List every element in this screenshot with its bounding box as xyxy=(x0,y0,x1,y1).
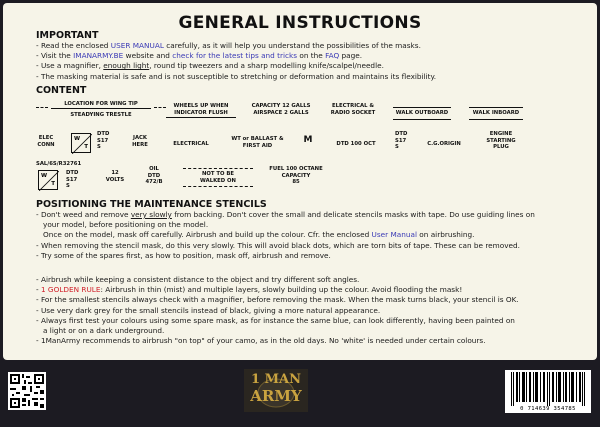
stencil-steadying-trestle: STEADYING TRESTLE xyxy=(70,112,132,118)
airbrush-line-7: - 1ManArmy recommends to airbrush "on top" of your camo, as in the old days. No 'white' is needed under certain colours. xyxy=(36,336,486,346)
stencil-dtd-s17-2: DTD S17 S xyxy=(395,131,408,150)
stencil-fuel-100: FUEL 100 OCTANE CAPACITY 85 xyxy=(269,166,323,185)
content-heading: CONTENT xyxy=(36,85,87,96)
stencil-oil-dtd: OIL DTD 472/B xyxy=(145,166,163,185)
wt-t: T xyxy=(84,144,88,150)
positioning-heading: POSITIONING THE MAINTENANCE STENCILS xyxy=(36,199,267,210)
stencil-wt-ballast: WT or BALLAST & FIRST AID xyxy=(231,136,284,149)
important-list xyxy=(36,41,591,82)
stencil-walk-inboard-box xyxy=(469,107,523,120)
important-line-3: - Use a magnifier, enough light, round tip tweezers and a sharp modelling knife/scalpel/needle. xyxy=(36,61,384,71)
stencil-dtd-s17-1: DTD S17 S xyxy=(97,131,110,150)
airbrush-line-5: - Always first test your colours using some spare mask, as for instance the same blue, can look differently, having been painted on xyxy=(36,315,515,325)
stencil-engine-starting: ENGINE STARTING PLUG xyxy=(486,131,516,150)
logo-line-2: ARMY xyxy=(250,387,302,405)
important-line-2: - Visit the IMANARMY.BE website and check for the latest tips and tricks on the FAQ page. xyxy=(36,51,363,61)
instruction-sheet xyxy=(3,3,597,360)
stencil-cg-origin: C.G.ORIGIN xyxy=(427,141,461,147)
stencil-sal-code: SAL/6S/R32761 xyxy=(36,161,82,167)
page-title: GENERAL INSTRUCTIONS xyxy=(178,13,422,33)
barcode-number: 0 714639 354785 xyxy=(520,406,576,412)
positioning-line-1: - Don't weed and remove very slowly from backing. Don't cover the small and delicate stencils masks with tape. Do use guiding lines on xyxy=(36,210,535,219)
stencil-walk-inboard: WALK INBOARD xyxy=(472,110,520,116)
positioning-line-3: Once on the model, mask off carefully. Airbrush and build up the colour. Cfr. the enclosed User Manual on airbrushing. xyxy=(43,230,475,240)
qr-code[interactable] xyxy=(8,372,46,410)
airbrush-line-6: a light or on a dark underground. xyxy=(43,326,165,336)
brand-logo xyxy=(244,369,308,412)
qr-code-icon xyxy=(10,374,44,408)
stencil-rule xyxy=(51,108,151,109)
stencil-location-wing-tip: LOCATION FOR WING TIP xyxy=(64,101,138,107)
wt-box-stencil-1 xyxy=(71,133,91,153)
stencil-walk-outboard-box xyxy=(393,107,451,120)
airbrush-line-4: - Use very dark grey for the small stencils instead of black, giving a more natural appearance. xyxy=(36,305,381,315)
airbrush-list xyxy=(36,275,591,346)
barcode-icon xyxy=(505,372,591,406)
stencil-capacity: CAPACITY 12 GALLS AIRSPACE 2 GALLS xyxy=(251,103,311,116)
positioning-list xyxy=(36,210,591,261)
stencil-electrical-socket: ELECTRICAL & RADIO SOCKET xyxy=(330,103,376,116)
wt-t: T xyxy=(51,181,55,187)
airbrush-line-1: - Airbrush while keeping a consistent distance to the object and try different soft angles. xyxy=(36,275,360,284)
stencil-m: M xyxy=(303,135,313,145)
wt-w: W xyxy=(41,173,48,179)
stencil-dtd-s17-3: DTD S17 S xyxy=(66,170,79,189)
positioning-line-4: - When removing the stencil mask, do this very slowly. This will avoid black dots, which are torn bits of tape. These can be removed. xyxy=(36,240,521,250)
airbrush-line-3: - For the smallest stencils always check with a magnifier, before removing the mask. When the mask turns black, your stencil is OK. xyxy=(36,295,519,305)
logo-line-1: 1 MAN xyxy=(251,372,301,387)
dash-right xyxy=(154,107,166,108)
wt-w: W xyxy=(74,136,81,142)
stencil-12-volts: 12 VOLTS xyxy=(105,170,125,183)
dash-left xyxy=(36,107,48,108)
stencil-electrical: ELECTRICAL xyxy=(173,141,209,147)
important-line-1: - Read the enclosed USER MANUAL carefully, as it will help you understand the possibilities of the masks. xyxy=(36,41,421,50)
barcode xyxy=(505,370,591,413)
important-heading: IMPORTANT xyxy=(36,30,99,41)
positioning-line-2: your model, before positioning on the model. xyxy=(43,220,209,230)
stencil-elec-conn: ELEC CONN xyxy=(37,135,55,148)
airbrush-line-2: - 1 GOLDEN RULE: Airbrush in thin (mist) and multiple layers, slowly building up the colour. Avoid flooding the mask! xyxy=(36,285,463,295)
stencil-not-walked: NOT TO BE WALKED ON xyxy=(183,168,253,187)
stencil-walk-outboard: WALK OUTBOARD xyxy=(395,110,449,116)
positioning-line-5: - Try some of the spares first, as how to position, mask off, airbrush and remove. xyxy=(36,250,331,260)
important-line-4: - The masking material is safe and is not susceptible to stretching or deformation and maintains its flexibility. xyxy=(36,71,437,81)
stencil-dtd-100-oct: DTD 100 OCT xyxy=(336,141,376,147)
wt-box-stencil-2 xyxy=(38,170,58,190)
stencil-wheels-up: WHEELS UP WHEN INDICATOR FLUSH xyxy=(166,103,236,118)
stencil-jack-here: JACK HERE xyxy=(132,135,148,148)
